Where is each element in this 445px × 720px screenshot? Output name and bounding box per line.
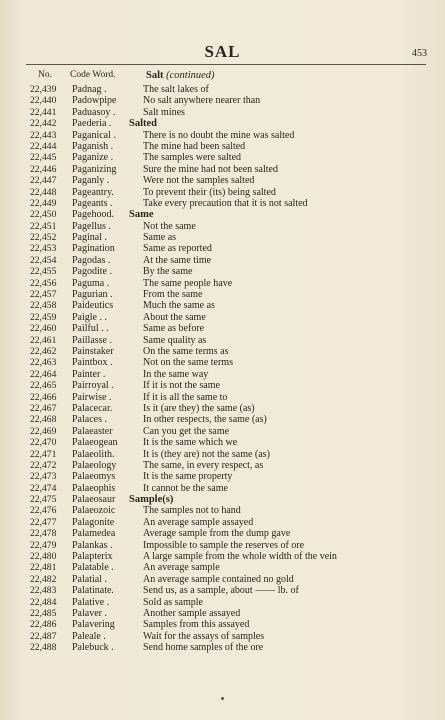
code-word: Palaeozoic bbox=[72, 505, 116, 517]
code-word: Pagurian . bbox=[72, 289, 113, 301]
entry-number: 22,481 bbox=[30, 562, 57, 574]
entry-phrase: Much the same as bbox=[143, 300, 215, 312]
code-word: Paigle . . bbox=[72, 311, 107, 323]
entry-phrase: Samples from this assayed bbox=[143, 619, 250, 631]
code-word: Palamedea bbox=[72, 528, 116, 540]
code-word: Paganish . bbox=[72, 140, 114, 152]
code-word: Palaces . bbox=[72, 414, 107, 426]
list-item bbox=[0, 574, 445, 585]
column-header-code-word: Code Word. bbox=[70, 70, 116, 80]
entry-number: 22,469 bbox=[30, 425, 57, 437]
entry-number: 22,480 bbox=[30, 551, 57, 563]
list-item bbox=[0, 426, 445, 437]
section-heading-label: Salt bbox=[146, 70, 164, 81]
entry-number: 22,486 bbox=[30, 619, 57, 631]
list-item bbox=[0, 631, 445, 642]
code-word: Palaeosaur bbox=[72, 494, 116, 506]
list-item bbox=[0, 175, 445, 186]
code-word: Palagonite bbox=[72, 516, 115, 528]
list-item bbox=[0, 198, 445, 209]
entry-number: 22,468 bbox=[30, 414, 57, 426]
code-word: Pagehood. bbox=[72, 209, 114, 221]
page-header bbox=[0, 42, 445, 64]
entry-number: 22,471 bbox=[30, 448, 57, 460]
code-word: Pagellus . bbox=[72, 220, 111, 232]
entry-number: 22,465 bbox=[30, 380, 57, 392]
code-word: Paginal . bbox=[72, 232, 107, 244]
code-entry-list bbox=[0, 84, 445, 654]
code-word: Palebuck . bbox=[72, 642, 114, 654]
entry-phrase: Is it (are they) the same (as) bbox=[143, 402, 255, 414]
list-item bbox=[0, 642, 445, 653]
column-header-no: No. bbox=[38, 70, 52, 80]
entry-phrase: Sure the mine had not been salted bbox=[143, 163, 278, 175]
entry-phrase: In other respects, the same (as) bbox=[143, 414, 267, 426]
entry-phrase: Take every precaution that it is not salted bbox=[143, 197, 308, 209]
list-item bbox=[0, 414, 445, 425]
code-word: Painter . bbox=[72, 368, 106, 380]
list-item bbox=[0, 209, 445, 220]
entry-phrase: Salt mines bbox=[143, 106, 185, 118]
entry-number: 22,470 bbox=[30, 437, 57, 449]
code-word: Palaeaster bbox=[72, 425, 113, 437]
code-word: Paganizing bbox=[72, 163, 117, 175]
list-item bbox=[0, 597, 445, 608]
entry-phrase: Were not the samples salted bbox=[143, 175, 255, 187]
list-item bbox=[0, 460, 445, 471]
list-item bbox=[0, 255, 445, 266]
entry-phrase: Same as bbox=[143, 232, 177, 244]
entry-phrase: If it is not the same bbox=[143, 380, 220, 392]
code-word: Paganize . bbox=[72, 152, 114, 164]
code-word: Painstaker bbox=[72, 345, 114, 357]
entry-phrase: Send us, as a sample, about —— lb. of bbox=[143, 585, 299, 597]
code-word: Padowpipe bbox=[72, 95, 117, 107]
entry-phrase: It is the same property bbox=[143, 471, 233, 483]
list-item bbox=[0, 540, 445, 551]
header-rule bbox=[26, 64, 426, 65]
entry-phrase: Impossible to sample the reserves of ore bbox=[143, 539, 305, 551]
code-word: Paillasse . bbox=[72, 334, 112, 346]
entry-number: 22,450 bbox=[30, 209, 57, 221]
entry-number: 22,459 bbox=[30, 311, 57, 323]
entry-phrase: Not the same bbox=[143, 220, 196, 232]
list-item bbox=[0, 551, 445, 562]
code-word: Paideutics bbox=[72, 300, 114, 312]
list-item bbox=[0, 449, 445, 460]
code-word: Palatable . bbox=[72, 562, 114, 574]
entry-number: 22,487 bbox=[30, 630, 57, 642]
entry-phrase: The mine had been salted bbox=[143, 140, 246, 152]
entry-phrase: It cannot be the same bbox=[143, 482, 228, 494]
list-item bbox=[0, 95, 445, 106]
entry-number: 22,449 bbox=[30, 197, 57, 209]
entry-number: 22,475 bbox=[30, 494, 57, 506]
entry-number: 22,445 bbox=[30, 152, 57, 164]
entry-number: 22,460 bbox=[30, 323, 57, 335]
code-word: Palatial . bbox=[72, 573, 107, 585]
entry-phrase: Wait for the assays of samples bbox=[143, 630, 265, 642]
entry-phrase: From the same bbox=[143, 289, 203, 301]
section-heading: Salted bbox=[129, 118, 158, 130]
list-item bbox=[0, 278, 445, 289]
entry-number: 22,478 bbox=[30, 528, 57, 540]
entry-phrase: It is (they are) not the same (as) bbox=[143, 448, 270, 460]
entry-number: 22,440 bbox=[30, 95, 57, 107]
entry-phrase: About the same bbox=[143, 311, 206, 323]
list-item bbox=[0, 300, 445, 311]
entry-phrase: Can you get the same bbox=[143, 425, 230, 437]
code-word: Pagodas . bbox=[72, 254, 111, 266]
entry-number: 22,457 bbox=[30, 289, 57, 301]
entry-number: 22,455 bbox=[30, 266, 57, 278]
entry-phrase: The same, in every respect, as bbox=[143, 459, 264, 471]
list-item bbox=[0, 483, 445, 494]
entry-number: 22,444 bbox=[30, 140, 57, 152]
code-word: Palavering bbox=[72, 619, 115, 631]
entry-phrase: Sold as sample bbox=[143, 596, 203, 608]
entry-phrase: At the same time bbox=[143, 254, 212, 266]
list-item bbox=[0, 266, 445, 277]
footer-mark bbox=[221, 697, 224, 700]
entry-number: 22,473 bbox=[30, 471, 57, 483]
entry-number: 22,446 bbox=[30, 163, 57, 175]
entry-number: 22,482 bbox=[30, 573, 57, 585]
code-word: Paleale . bbox=[72, 630, 106, 642]
column-headers bbox=[0, 70, 445, 84]
entry-number: 22,477 bbox=[30, 516, 57, 528]
entry-phrase: Average sample from the dump gave bbox=[143, 528, 291, 540]
entry-phrase: An average sample bbox=[143, 562, 220, 574]
code-word: Pairwise . bbox=[72, 391, 112, 403]
code-word: Palatinate. bbox=[72, 585, 114, 597]
code-word: Palaeomys bbox=[72, 471, 116, 483]
entry-number: 22,448 bbox=[30, 186, 57, 198]
list-item bbox=[0, 323, 445, 334]
list-item bbox=[0, 369, 445, 380]
continued-note: (continued) bbox=[166, 70, 215, 81]
code-word: Palaeology bbox=[72, 459, 117, 471]
code-word: Pagodite . bbox=[72, 266, 112, 278]
page-number: 453 bbox=[412, 48, 427, 59]
code-word: Paguma . bbox=[72, 277, 110, 289]
list-item bbox=[0, 471, 445, 482]
list-item bbox=[0, 335, 445, 346]
list-item bbox=[0, 392, 445, 403]
entry-number: 22,484 bbox=[30, 596, 57, 608]
entry-phrase: Another sample assayed bbox=[143, 607, 241, 619]
list-item bbox=[0, 380, 445, 391]
section-heading-salt bbox=[146, 70, 215, 81]
list-item bbox=[0, 528, 445, 539]
list-item bbox=[0, 84, 445, 95]
entry-number: 22,474 bbox=[30, 482, 57, 494]
list-item bbox=[0, 221, 445, 232]
code-word: Palaeogean bbox=[72, 437, 118, 449]
code-word: Palaver . bbox=[72, 607, 107, 619]
entry-number: 22,442 bbox=[30, 118, 57, 130]
entry-number: 22,472 bbox=[30, 459, 57, 471]
list-item bbox=[0, 164, 445, 175]
entry-number: 22,443 bbox=[30, 129, 57, 141]
page-title: SAL bbox=[204, 42, 241, 61]
code-word: Palankas . bbox=[72, 539, 113, 551]
entry-number: 22,466 bbox=[30, 391, 57, 403]
entry-phrase: An average sample assayed bbox=[143, 516, 254, 528]
entry-number: 22,483 bbox=[30, 585, 57, 597]
list-item bbox=[0, 187, 445, 198]
code-word: Pagination bbox=[72, 243, 115, 255]
entry-number: 22,488 bbox=[30, 642, 57, 654]
entry-phrase: The salt lakes of bbox=[143, 84, 209, 95]
code-word: Palative . bbox=[72, 596, 110, 608]
entry-phrase: There is no doubt the mine was salted bbox=[143, 129, 295, 141]
list-item bbox=[0, 107, 445, 118]
entry-number: 22,453 bbox=[30, 243, 57, 255]
entry-number: 22,456 bbox=[30, 277, 57, 289]
entry-phrase: An average sample contained no gold bbox=[143, 573, 294, 585]
entry-phrase: It is the same which we bbox=[143, 437, 238, 449]
code-word: Palapterix bbox=[72, 551, 113, 563]
code-word: Paduasoy . bbox=[72, 106, 116, 118]
entry-number: 22,464 bbox=[30, 368, 57, 380]
entry-number: 22,451 bbox=[30, 220, 57, 232]
entry-phrase: The samples not to hand bbox=[143, 505, 241, 517]
section-heading: Same bbox=[129, 209, 154, 221]
list-item bbox=[0, 357, 445, 368]
list-item bbox=[0, 152, 445, 163]
entry-number: 22,476 bbox=[30, 505, 57, 517]
list-item bbox=[0, 403, 445, 414]
entry-phrase: Same as before bbox=[143, 323, 205, 335]
list-item bbox=[0, 505, 445, 516]
entry-number: 22,439 bbox=[30, 84, 57, 95]
list-item bbox=[0, 289, 445, 300]
code-word: Paganly . bbox=[72, 175, 110, 187]
entry-number: 22,441 bbox=[30, 106, 57, 118]
entry-phrase: Not on the same terms bbox=[143, 357, 233, 369]
list-item bbox=[0, 437, 445, 448]
list-item bbox=[0, 118, 445, 129]
entry-phrase: The same people have bbox=[143, 277, 233, 289]
code-word: Paganical . bbox=[72, 129, 116, 141]
entry-number: 22,458 bbox=[30, 300, 57, 312]
entry-phrase: Same as reported bbox=[143, 243, 212, 255]
list-item bbox=[0, 312, 445, 323]
code-word: Padnag . bbox=[72, 84, 107, 95]
list-item bbox=[0, 608, 445, 619]
code-word: Pageants . bbox=[72, 197, 113, 209]
entry-number: 22,454 bbox=[30, 254, 57, 266]
entry-number: 22,485 bbox=[30, 607, 57, 619]
entry-phrase: By the same bbox=[143, 266, 193, 278]
entry-number: 22,463 bbox=[30, 357, 57, 369]
list-item bbox=[0, 619, 445, 630]
code-word: Pageantry. bbox=[72, 186, 114, 198]
entry-number: 22,479 bbox=[30, 539, 57, 551]
entry-phrase: No salt anywhere nearer than bbox=[143, 95, 261, 107]
entry-number: 22,452 bbox=[30, 232, 57, 244]
list-item bbox=[0, 130, 445, 141]
list-item bbox=[0, 141, 445, 152]
entry-phrase: If it is all the same to bbox=[143, 391, 228, 403]
entry-phrase: To prevent their (its) being salted bbox=[143, 186, 276, 198]
list-item bbox=[0, 585, 445, 596]
code-word: Palaeophis bbox=[72, 482, 116, 494]
list-item bbox=[0, 346, 445, 357]
entry-phrase: In the same way bbox=[143, 368, 209, 380]
code-word: Pairroyal . bbox=[72, 380, 114, 392]
entry-phrase: Send home samples of the ore bbox=[143, 642, 264, 654]
entry-phrase: Same quality as bbox=[143, 334, 207, 346]
code-word: Palacecar. bbox=[72, 402, 113, 414]
entry-phrase: The samples were salted bbox=[143, 152, 242, 164]
list-item bbox=[0, 494, 445, 505]
entry-phrase: On the same terms as bbox=[143, 345, 229, 357]
list-item bbox=[0, 562, 445, 573]
list-item bbox=[0, 232, 445, 243]
section-heading: Sample(s) bbox=[129, 494, 174, 506]
list-item bbox=[0, 517, 445, 528]
entry-number: 22,447 bbox=[30, 175, 57, 187]
code-word: Palaeolith. bbox=[72, 448, 115, 460]
code-word: Paederia . bbox=[72, 118, 112, 130]
entry-number: 22,461 bbox=[30, 334, 57, 346]
code-word: Pailful . . bbox=[72, 323, 109, 335]
entry-number: 22,462 bbox=[30, 345, 57, 357]
list-item bbox=[0, 243, 445, 254]
entry-number: 22,467 bbox=[30, 402, 57, 414]
entry-phrase: A large sample from the whole width of the vein bbox=[143, 551, 337, 563]
code-word: Paintbox . bbox=[72, 357, 113, 369]
